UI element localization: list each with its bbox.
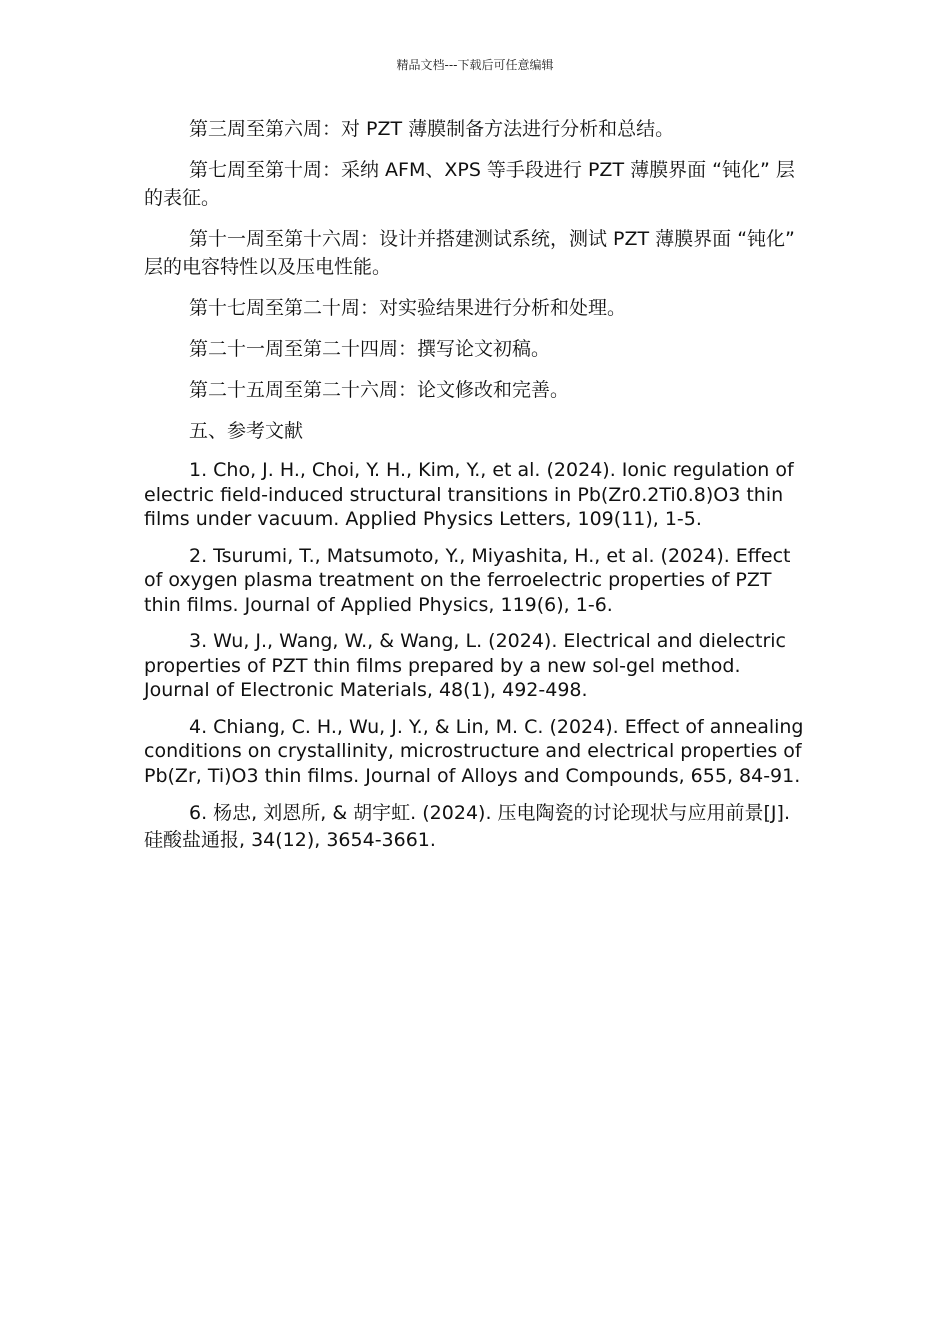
section-heading: 五、参考文献 — [189, 420, 304, 442]
reference-item: 3. Wu, J., Wang, W., & Wang, L. (2024). Electrical and dielectric properties of PZT thin films prepared by a new sol-gel method. Journal of Electronic Materials, 48(1), 492-498. — [144, 630, 786, 701]
schedule-item: 第三周至第六周：对 PZT 薄膜制备方法进行分析和总结。 — [189, 118, 675, 140]
reference-item: 6. 杨忠, 刘恩所, & 胡宇虹. (2024). 压电陶瓷的讨论现状与应用前景[J]. 硅酸盐通报, 34(12), 3654-3661. — [144, 802, 790, 851]
reference-item: 2. Tsurumi, T., Matsumoto, Y., Miyashita, H., et al. (2024). Effect of oxygen plasma treatment on the ferroelectric properties of PZT thin films. Journal of Applied Physics, 119(6), 1-6. — [144, 544, 791, 616]
document-body — [144, 115, 808, 866]
reference-item: 1. Cho, J. H., Choi, Y. H., Kim, Y., et al. (2024). Ionic regulation of electric field-induced structural transitions in Pb(Zr0.2Ti0.8)O3 thin films under vacuum. Applied Physics Letters, 109(11), 1-5. — [144, 459, 794, 530]
schedule-item: 第十一周至第十六周：设计并搭建测试系统，测试 PZT 薄膜界面 “钝化” 层的电容特性以及压电性能。 — [144, 228, 795, 278]
schedule-item: 第二十五周至第二十六周：论文修改和完善。 — [189, 379, 570, 401]
schedule-item: 第二十一周至第二十四周：撰写论文初稿。 — [189, 338, 551, 360]
reference-item: 4. Chiang, C. H., Wu, J. Y., & Lin, M. C. (2024). Effect of annealing conditions on crystallinity, microstructure and electrical properties of Pb(Zr, Ti)O3 thin films. Journal of Alloys and Compounds, 655, 84-91. — [144, 715, 804, 787]
schedule-item: 第十七周至第二十周：对实验结果进行分析和处理。 — [189, 297, 627, 319]
schedule-item: 第七周至第十周：采纳 AFM、XPS 等手段进行 PZT 薄膜界面 “钝化” 层的表征。 — [144, 159, 795, 209]
page-header: 精品文档---下载后可任意编辑 — [396, 58, 554, 72]
